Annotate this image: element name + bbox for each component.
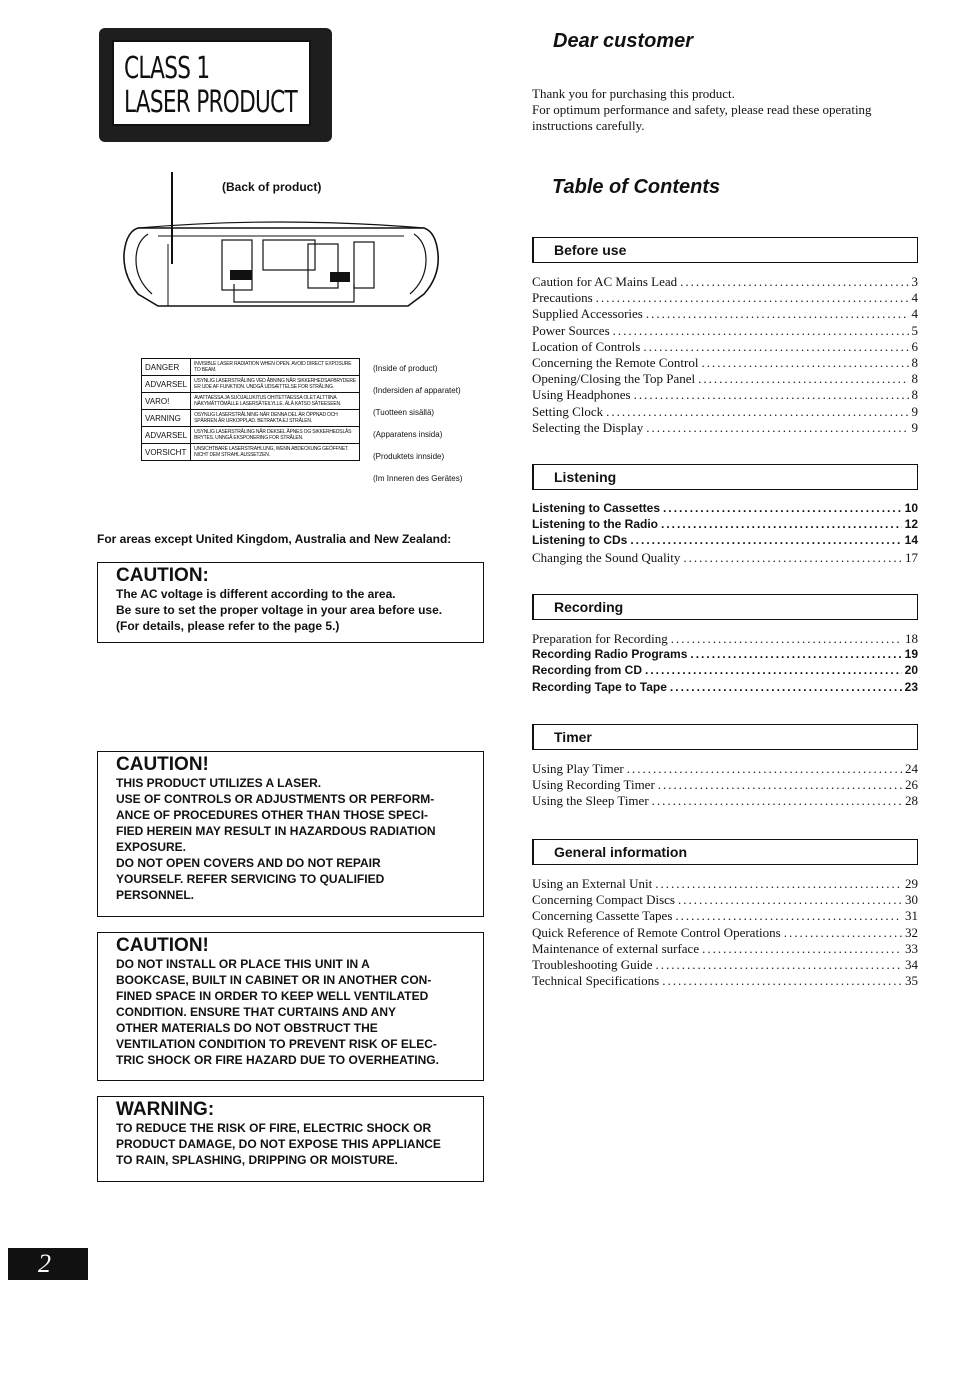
toc-item-label: Listening to Cassettes — [532, 501, 661, 515]
dear-customer-title: Dear customer — [553, 30, 694, 52]
caution-line: ANCE OF PROCEDURES OTHER THAN THOSE SPECI- — [116, 808, 429, 822]
toc-item[interactable] — [532, 941, 918, 957]
toc-item[interactable] — [532, 793, 918, 809]
caution-line: The AC voltage is different according to the area. — [116, 587, 396, 601]
label-row — [142, 359, 360, 376]
label-note: (Tuotteen sisällä) — [373, 408, 435, 417]
warning-box — [97, 1096, 484, 1182]
toc-section-before-use: Before use — [532, 237, 918, 263]
caution-line: DO NOT OPEN COVERS AND DO NOT REPAIR — [116, 856, 381, 870]
toc-item-page: 17 — [905, 549, 918, 565]
toc-item[interactable] — [532, 533, 918, 549]
toc-item-page: 8 — [911, 387, 918, 403]
intro-line: For optimum performance and safety, please read these operating — [532, 102, 872, 117]
laser-label-line1: CLASS 1 — [124, 51, 210, 86]
toc-item[interactable] — [532, 306, 918, 322]
intro-line: instructions carefully. — [532, 118, 645, 133]
caution-line: YOURSELF. REFER SERVICING TO QUALIFIED — [116, 872, 385, 886]
toc-section-recording: Recording — [532, 594, 918, 620]
toc-item-page: 31 — [905, 908, 918, 924]
toc-item-page: 35 — [905, 973, 918, 989]
toc-item[interactable] — [532, 323, 918, 339]
label-row — [142, 410, 360, 427]
label-note: (Produktets innside) — [373, 452, 445, 461]
toc-item-label: Precautions — [532, 290, 593, 306]
toc-item-page: 28 — [905, 793, 918, 809]
product-back-illustration — [118, 214, 444, 310]
toc-item-page: 8 — [911, 354, 918, 370]
toc-item[interactable] — [532, 761, 918, 777]
label-row — [142, 376, 360, 393]
toc-item[interactable] — [532, 777, 918, 793]
toc-item-page: 9 — [911, 419, 918, 435]
toc-item[interactable] — [532, 647, 918, 663]
intro-line: Thank you for purchasing this product. — [532, 86, 735, 101]
toc-item-label: Using Recording Timer — [532, 777, 655, 793]
toc-item-page: 12 — [904, 517, 918, 532]
toc-list-listening — [532, 501, 918, 566]
toc-item[interactable] — [532, 892, 918, 908]
caution-heading: CAUTION! — [116, 935, 209, 956]
areas-note: For areas except United Kingdom, Australia and New Zealand: — [97, 532, 452, 546]
label-lang: VARO! — [142, 393, 191, 410]
toc-item-page: 14 — [904, 533, 918, 548]
caution-line: THIS PRODUCT UTILIZES A LASER. — [116, 776, 322, 790]
caution-ventilation-box — [97, 932, 484, 1081]
toc-item-label: Concerning the Remote Control — [532, 354, 699, 370]
toc-item-label: Caution for AC Mains Lead — [532, 274, 678, 289]
caution-heading: CAUTION! — [116, 754, 209, 775]
dear-customer-text — [532, 86, 922, 134]
toc-item-page: 24 — [905, 761, 918, 776]
toc-title: Table of Contents — [552, 176, 721, 198]
label-lang: ADVARSEL — [142, 376, 191, 393]
toc-item[interactable] — [532, 908, 918, 924]
caution-line: PERSONNEL. — [116, 888, 195, 902]
toc-item-label: Using an External Unit — [532, 876, 653, 891]
toc-item-page: 5 — [911, 322, 918, 338]
caution-laser-box — [97, 751, 484, 917]
label-text: INVISIBLE LASER RADIATION WHEN OPEN. AVOID DIRECT EXPOSURE TO BEAM. — [191, 359, 360, 376]
toc-item[interactable] — [532, 387, 918, 403]
back-of-product-caption: (Back of product) — [222, 180, 322, 194]
toc-item-page: 29 — [905, 876, 918, 891]
warning-heading: WARNING: — [116, 1099, 215, 1120]
caution-line: (For details, please refer to the page 5.) — [116, 619, 340, 633]
caution-line: BOOKCASE, BUILT IN CABINET OR IN ANOTHER CON- — [116, 973, 432, 987]
toc-item[interactable] — [532, 420, 918, 436]
caution-line: CONDITION. ENSURE THAT CURTAINS AND ANY — [116, 1005, 396, 1019]
toc-item[interactable] — [532, 876, 918, 892]
warning-line: TO RAIN, SPLASHING, DRIPPING OR MOISTURE. — [116, 1153, 398, 1167]
toc-item-label: Setting Clock — [532, 403, 604, 419]
toc-item-label: Selecting the Display — [532, 419, 644, 435]
label-text: OSYNLIG LASERSTRÅLNING NÄR DENNA DEL ÄR ÖPPNAD OCH SPÄRREN ÄR URKOPPLAD. BETRAKTA EJ STRÅLEN. — [191, 410, 360, 427]
toc-item[interactable] — [532, 501, 918, 517]
toc-item-label: Location of Controls — [532, 338, 641, 354]
toc-item[interactable] — [532, 550, 918, 566]
caution-line: EXPOSURE. — [116, 840, 187, 854]
toc-item-page: 4 — [911, 290, 918, 306]
toc-item-label: Technical Specifications — [532, 973, 660, 989]
label-lang: ADVARSEL — [142, 427, 191, 444]
toc-item-page: 8 — [911, 371, 918, 387]
toc-item[interactable] — [532, 957, 918, 973]
toc-item-page: 34 — [905, 956, 918, 972]
toc-item-page: 19 — [904, 647, 918, 662]
toc-item-page: 10 — [904, 501, 918, 515]
caution-line: USE OF CONTROLS OR ADJUSTMENTS OR PERFORM- — [116, 792, 435, 806]
toc-item[interactable] — [532, 925, 918, 941]
toc-item-label: Troubleshooting Guide — [532, 956, 653, 972]
toc-item-label: Recording from CD — [532, 663, 643, 678]
laser-label-text — [112, 40, 311, 126]
caution-heading: CAUTION: — [116, 565, 209, 586]
toc-item-label: Maintenance of external surface — [532, 940, 700, 956]
toc-item-label: Power Sources — [532, 322, 610, 338]
toc-item-label: Concerning Cassette Tapes — [532, 908, 673, 924]
label-row — [142, 393, 360, 410]
toc-item[interactable] — [532, 680, 918, 696]
toc-list-recording — [532, 631, 918, 696]
toc-item-page: 6 — [911, 338, 918, 354]
toc-item[interactable] — [532, 339, 918, 355]
toc-item-label: Using Play Timer — [532, 761, 624, 776]
toc-item-label: Recording Tape to Tape — [532, 679, 667, 694]
laser-warning-labels-table — [141, 358, 360, 461]
toc-item[interactable] — [532, 631, 918, 647]
caution-voltage-box — [97, 562, 484, 643]
toc-item-page: 20 — [904, 663, 918, 678]
toc-item-label: Recording Radio Programs — [532, 647, 688, 662]
label-text: UNSICHTBARE LASERSTRAHLUNG, WENN ABDECKUNG GEÖFFNET. NICHT DEM STRAHL AUSSETZEN. — [191, 444, 360, 461]
toc-item-page: 9 — [911, 403, 918, 419]
caution-line: DO NOT INSTALL OR PLACE THIS UNIT IN A — [116, 957, 370, 971]
label-lang: DANGER — [142, 359, 191, 376]
toc-item-page: 26 — [905, 777, 918, 793]
warning-line: PRODUCT DAMAGE, DO NOT EXPOSE THIS APPLIANCE — [116, 1137, 441, 1151]
label-row — [142, 444, 360, 461]
warning-line: TO REDUCE THE RISK OF FIRE, ELECTRIC SHOCK OR — [116, 1121, 432, 1135]
toc-item-label: Opening/Closing the Top Panel — [532, 371, 696, 387]
label-text: USYNLIG LASERSTRÅLING NÅR DEKSEL ÅPNES OG SIKKERHEDSLÅS BRYTES. UNNGÅ EKSPONERING FOR STRÅLEN. — [191, 427, 360, 444]
toc-item[interactable] — [532, 663, 918, 679]
toc-item-label: Listening to the Radio — [532, 517, 658, 532]
toc-item-page: 23 — [904, 679, 918, 694]
caution-line: FINED SPACE IN ORDER TO KEEP WELL VENTILATED — [116, 989, 429, 1003]
toc-item-label: Supplied Accessories — [532, 306, 643, 322]
laser-label-line2: LASER PRODUCT — [124, 85, 297, 120]
caution-line: Be sure to set the proper voltage in your area before use. — [116, 603, 443, 617]
label-lang: VORSICHT — [142, 444, 191, 461]
label-text: AVATTAESSA JA SUOJALUKITUS OHITETTAESSA OLET ALTTIINA NÄKYMÄTTÖMÄLLE LASERSÄTEILYLLE. ÄLÄ KATSO SÄTEESEEN. — [191, 393, 360, 410]
label-note: (Inside of product) — [373, 364, 438, 373]
page-number-tab: 2 — [8, 1248, 88, 1280]
label-location-notes — [373, 358, 462, 490]
toc-item-label: Using the Sleep Timer — [532, 793, 649, 809]
label-row — [142, 427, 360, 444]
toc-item-page: 18 — [905, 631, 918, 646]
toc-section-listening: Listening — [532, 464, 918, 490]
toc-list-general-information — [532, 876, 918, 989]
label-text: USYNLIG LASERSTRÅLING VED ÅBNING NÅR SIKKERHEDSAFBRYDERE ER UDE AF FUNKTION. UNDGÅ UDSÆTTELSE FOR STRÅLING. — [191, 376, 360, 393]
toc-item-label: Changing the Sound Quality — [532, 549, 681, 565]
toc-item-page: 33 — [905, 940, 918, 956]
toc-item-label: Quick Reference of Remote Control Operations — [532, 924, 781, 940]
toc-list-timer — [532, 761, 918, 810]
caution-line: FIED HEREIN MAY RESULT IN HAZARDOUS RADIATION — [116, 824, 436, 838]
toc-item-label: Using Headphones — [532, 387, 631, 403]
toc-item-label: Listening to CDs — [532, 533, 628, 548]
label-lang: VARNING — [142, 410, 191, 427]
toc-item[interactable] — [532, 973, 918, 989]
toc-item[interactable] — [532, 371, 918, 387]
toc-item-page: 30 — [905, 892, 918, 908]
caution-line: OTHER MATERIALS DO NOT OBSTRUCT THE — [116, 1021, 378, 1035]
toc-item-page: 3 — [911, 274, 918, 289]
label-note: (Apparatens insida) — [373, 430, 443, 439]
label-note: (Im Inneren des Gerätes) — [373, 474, 463, 483]
toc-item-label: Concerning Compact Discs — [532, 892, 675, 908]
toc-section-general-information: General information — [532, 839, 918, 865]
toc-item-page: 4 — [911, 306, 918, 322]
toc-section-timer: Timer — [532, 724, 918, 750]
toc-item[interactable] — [532, 404, 918, 420]
toc-item[interactable] — [532, 290, 918, 306]
toc-item-page: 32 — [905, 924, 918, 940]
toc-item[interactable] — [532, 355, 918, 371]
caution-line: VENTILATION CONDITION TO PREVENT RISK OF ELEC- — [116, 1037, 437, 1051]
toc-item[interactable] — [532, 274, 918, 290]
toc-list-before-use — [532, 274, 918, 436]
caution-line: TRIC SHOCK OR FIRE HAZARD DUE TO OVERHEATING. — [116, 1053, 439, 1067]
toc-item[interactable] — [532, 517, 918, 533]
label-note: (Indersiden af apparatet) — [373, 386, 461, 395]
class1-laser-label — [99, 28, 332, 142]
toc-item-label: Preparation for Recording — [532, 631, 668, 646]
